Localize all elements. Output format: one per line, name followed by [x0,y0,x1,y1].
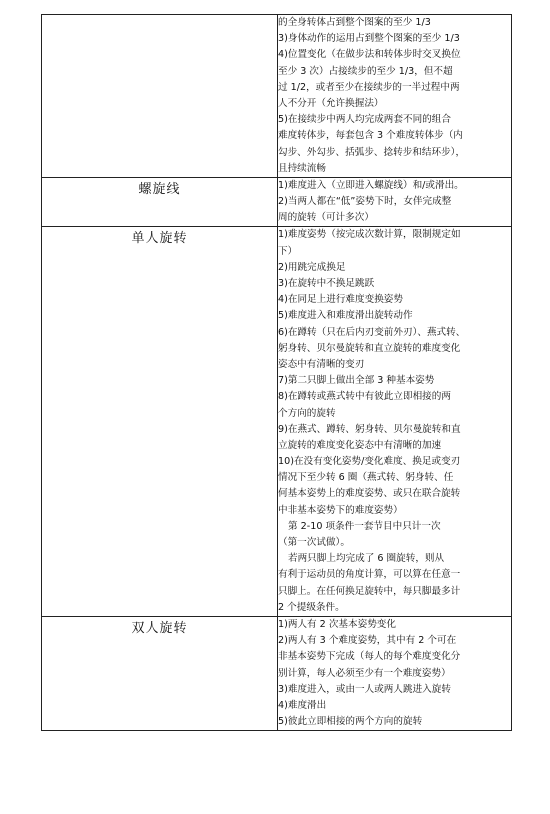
element-name-cell: 螺旋线 [42,177,278,227]
criteria-line: 姿态中有清晰的变刃 [278,358,365,370]
criteria-line: 7)第二只脚上做出全部 3 种基本姿势 [278,375,435,387]
criteria-line: 1)两人有 2 次基本姿势变化 [278,618,396,630]
criteria-line: 至少 3 次）占接续步的至少 1/3，但不超 [278,65,453,77]
criteria-cell [278,227,512,617]
criteria-line: 1)难度姿势（按完成次数计算，限制规定如 [278,229,461,241]
criteria-line: （第一次试做）。 [278,537,350,548]
criteria-line: 有利于运动员的角度计算，可以算在任意一 [278,569,461,581]
criteria-line: 2)两人有 3 个难度姿势，其中有 2 个可在 [278,635,457,647]
criteria-line: 4)难度滑出 [278,699,327,711]
criteria-line: 3)在旋转中不换足跳跃 [278,278,375,289]
criteria-line: 个方向的旋转 [278,407,336,419]
criteria-line: 周的旋转（可计多次） [278,212,374,224]
criteria-cell [278,177,512,227]
criteria-line: 立旋转的难度变化姿态中有清晰的加速 [278,439,442,451]
table-row [42,177,512,227]
criteria-line: 人不分开（允许换握法） [278,97,384,109]
criteria-line: 5)难度进入和难度滑出旋转动作 [278,310,413,322]
criteria-line: 非基本姿势下完成（每人的每个难度变化分 [278,651,461,663]
criteria-line: 第 2-10 项条件一套节目中只计一次 [288,520,441,532]
criteria-cell [278,15,512,178]
criteria-line: 4)位置变化（在做步法和转体步时交叉换位 [278,49,461,61]
element-name-cell [42,15,278,178]
criteria-line: 下） [278,245,298,257]
criteria-line: 6)在蹲转（只在后内刃变前外刃）、燕式转、 [278,326,466,338]
criteria-line: 2)用跳完成换足 [278,261,346,273]
element-name-cell: 双人旋转 [42,616,278,730]
table-row [42,227,512,617]
criteria-line: 的全身转体占到整个图案的至少 1/3 [278,17,431,28]
criteria-line: 情况下至少转 6 圈（燕式转、躬身转、任 [278,472,454,484]
criteria-line: 难度转体步，每套包含 3 个难度转体步（内 [278,130,463,142]
criteria-line: 4)在同足上进行难度变换姿势 [278,294,403,306]
criteria-line: 只脚上。在任何换足旋转中，每只脚最多计 [278,585,461,597]
criteria-line: 9)在燕式、蹲转、躬身转、贝尔曼旋转和直 [278,423,461,435]
criteria-line: 2)当两人都在“低”姿势下时，女伴完成整 [278,196,452,208]
criteria-table [41,14,512,731]
criteria-line: 3)难度进入，或由一人或两人跳进入旋转 [278,683,451,695]
criteria-line: 5)彼此立即相接的两个方向的旋转 [278,716,423,728]
criteria-line: 过 1/2，或者至少在接续步的一半过程中两 [278,81,460,93]
criteria-line: 1)难度进入（立即进入螺旋线）和/或滑出。 [278,179,464,191]
criteria-line: 若两只脚上均完成了 6 圈旋转，则从 [288,553,445,565]
criteria-line: 中非基本姿势下的难度姿势） [278,504,403,516]
criteria-line: 2 个提级条件。 [278,601,345,613]
criteria-line: 勾步、外勾步、括弧步、捻转步和结环步）， [278,146,466,158]
criteria-line: 且持续流畅 [278,162,326,174]
criteria-line: 何基本姿势上的难度姿势、或只在联合旋转 [278,488,461,500]
criteria-line: 3)身体动作的运用占到整个图案的至少 1/3 [278,33,460,45]
criteria-line: 躬身转、贝尔曼旋转和直立旋转的难度变化 [278,342,461,354]
table-row [42,15,512,178]
criteria-line: 8)在蹲转或燕式转中有彼此立即相接的两 [278,391,451,403]
criteria-line: 别计算，每人必须至少有一个难度姿势） [278,667,451,679]
criteria-line: 10)在没有变化姿势/变化难度、换足或变刃 [278,456,461,468]
element-name-cell: 单人旋转 [42,227,278,617]
criteria-line: 5)在接续步中两人均完成两套不同的组合 [278,114,451,126]
criteria-cell [278,616,512,730]
table-row [42,616,512,730]
